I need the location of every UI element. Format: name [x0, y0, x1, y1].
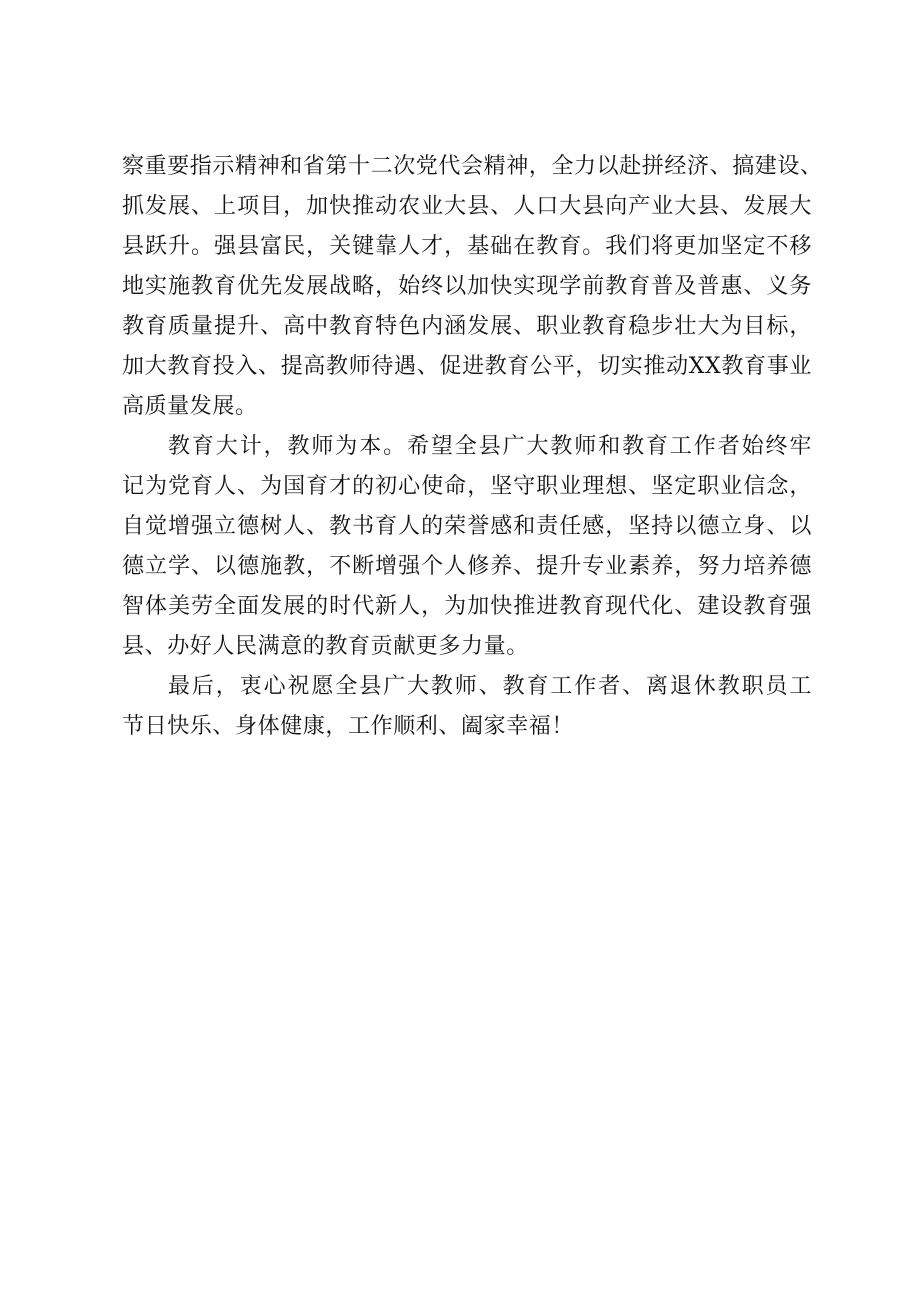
- paragraph-line: 察重要指示精神和省第十二次党代会精神，全力以赴拼经济、搞建设、: [122, 154, 823, 179]
- document-body: [122, 147, 823, 747]
- paragraph-line: 德立学、以德施教，不断增强个人修养、提升专业素养，努力培养德: [122, 554, 812, 579]
- paragraph-line: 抓发展、上项目，加快推动农业大县、人口大县向产业大县、发展大: [122, 194, 812, 219]
- paragraph-2: [122, 427, 812, 667]
- paragraph-line: 最后，衷心祝愿全县广大教师、教育工作者、离退休教职员工: [168, 674, 812, 699]
- paragraph-line: 智体美劳全面发展的时代新人，为加快推进教育现代化、建设教育强: [122, 594, 812, 619]
- paragraph-line: 教育大计，教师为本。希望全县广大教师和教育工作者始终牢: [168, 434, 812, 459]
- paragraph-line: 县、办好人民满意的教育贡献更多力量。: [122, 634, 529, 659]
- paragraph-line: 高质量发展。: [122, 394, 258, 419]
- paragraph-line: 加大教育投入、提高教师待遇、促进教育公平，切实推动XX教育事业: [122, 354, 812, 379]
- paragraph-line: 教育质量提升、高中教育特色内涵发展、职业教育稳步壮大为目标，: [122, 314, 812, 339]
- paragraph-line: 地实施教育优先发展战略，始终以加快实现学前教育普及普惠、义务: [122, 274, 812, 299]
- paragraph-line: 县跃升。强县富民，关键靠人才，基础在教育。我们将更加坚定不移: [122, 234, 812, 259]
- paragraph-1: [122, 147, 823, 427]
- paragraph-line: 节日快乐、身体健康，工作顺利、阖家幸福！: [122, 714, 575, 739]
- paragraph-line: 自觉增强立德树人、教书育人的荣誉感和责任感，坚持以德立身、以: [122, 514, 812, 539]
- paragraph-3: [122, 667, 812, 747]
- paragraph-line: 记为党育人、为国育才的初心使命，坚守职业理想、坚定职业信念，: [122, 474, 812, 499]
